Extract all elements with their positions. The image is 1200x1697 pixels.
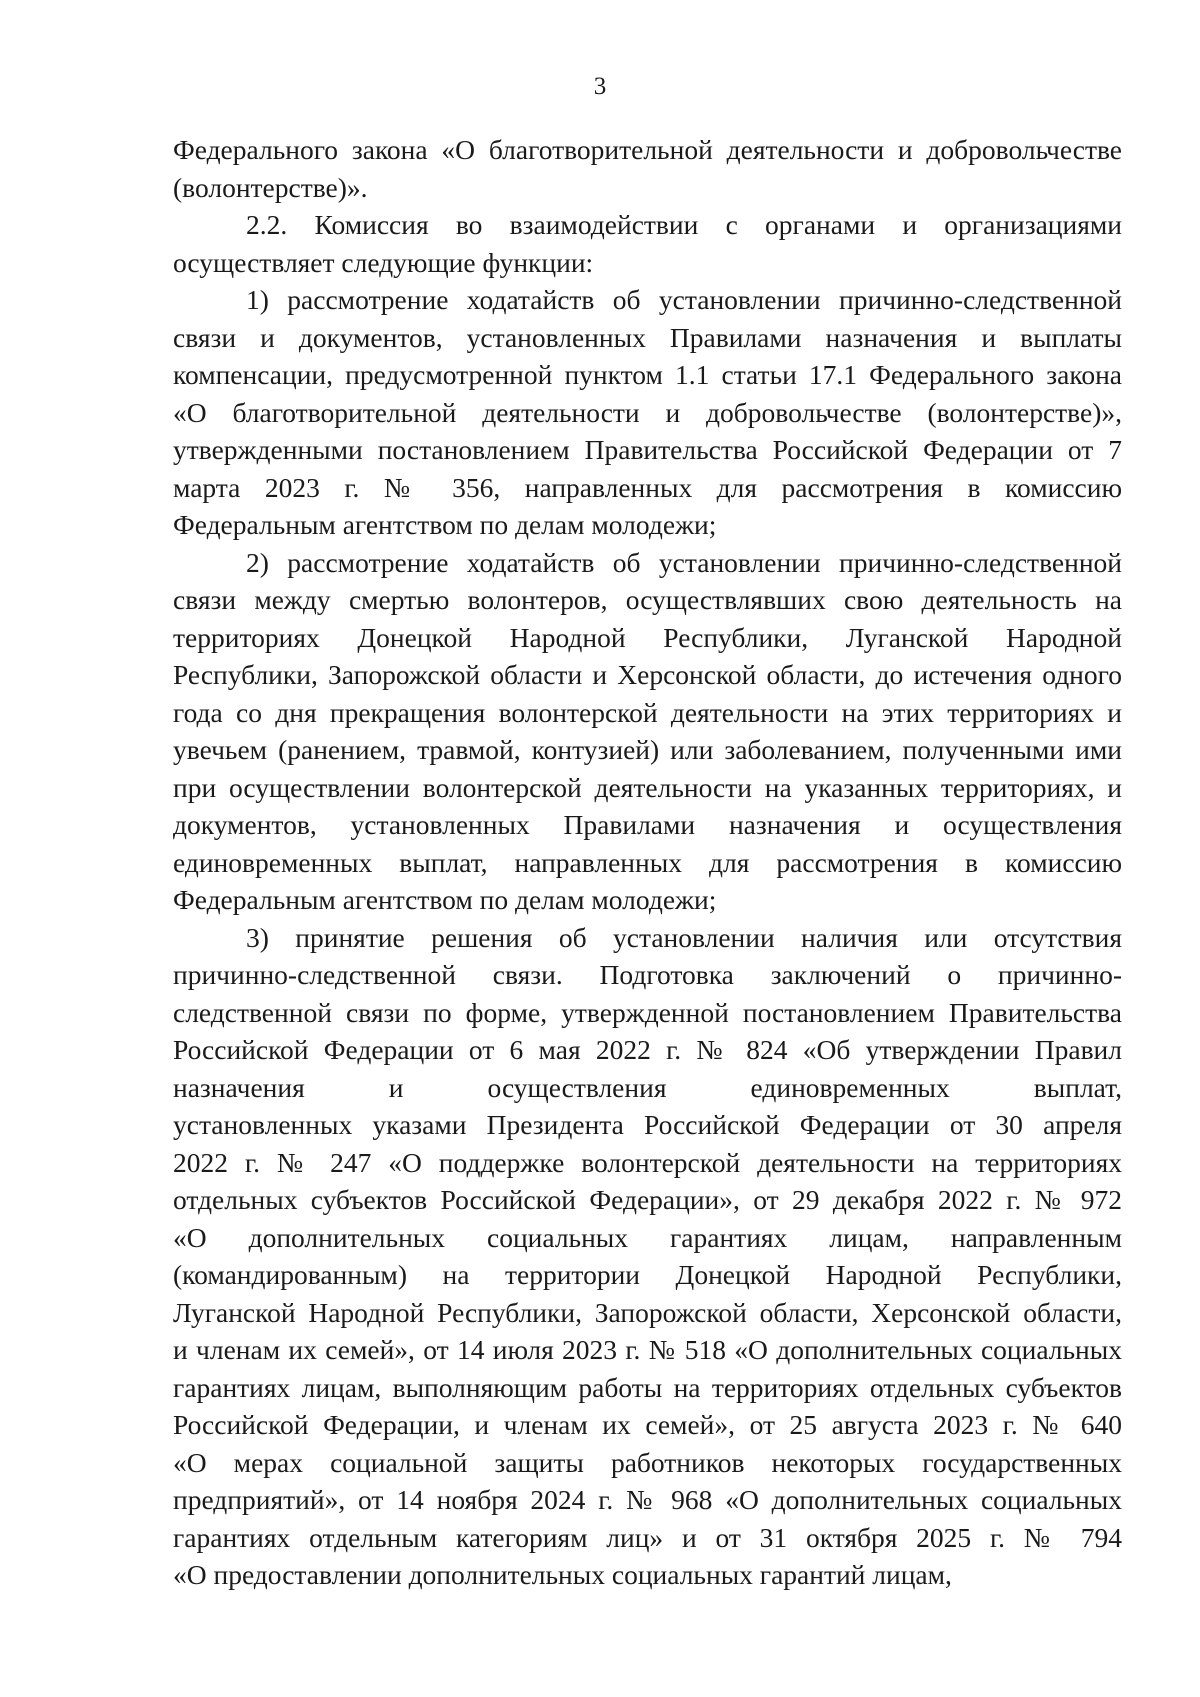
text-line: гарантиях лицам, выполняющим работы на территориях отдельных субъектов (173, 1371, 1122, 1403)
text-line: утвержденными постановлением Правительства Российской Федерации от 7 (173, 434, 1122, 465)
text-line: «О благотворительной деятельности и добровольчестве (волонтерстве)», (173, 396, 1122, 428)
text-line: причинно-следственной связи. Подготовка заключений о причинно- (173, 959, 1122, 990)
text-line: марта 2023 г. № 356, направленных для рассмотрения в комиссию (173, 471, 1122, 503)
text-line: года со дня прекращения волонтерской деятельности на этих территориях и (173, 696, 1122, 728)
text-line: компенсации, предусмотренной пунктом 1.1 статьи 17.1 Федерального закона (173, 359, 1122, 390)
text-line: единовременных выплат, направленных для рассмотрения в комиссию (173, 846, 1122, 878)
text-line: документов, установленных Правилами назначения и осуществления (173, 809, 1122, 840)
text-line: (волонтерстве)». (173, 171, 368, 203)
text-line: связи между смертью волонтеров, осуществлявших свою деятельность на (173, 584, 1122, 615)
text-line: территориях Донецкой Народной Республики, Луганской Народной (173, 621, 1122, 653)
text-line: отдельных субъектов Российской Федерации», от 29 декабря 2022 г. № 972 (173, 1184, 1122, 1215)
text-line: 3) принятие решения об установлении наличия или отсутствия (246, 921, 1122, 953)
text-line: при осуществлении волонтерской деятельности на указанных территориях, и (173, 771, 1122, 803)
text-line: предприятий», от 14 ноября 2024 г. № 968 «О дополнительных социальных (173, 1484, 1122, 1515)
paragraph-p1 (173, 206, 1122, 281)
text-line: «О предоставлении дополнительных социальных гарантий лицам, (173, 1559, 952, 1590)
text-line: установленных указами Президента Российской Федерации от 30 апреля (173, 1109, 1122, 1140)
text-line: гарантиях отдельным категориям лиц» и от 31 октября 2025 г. № 794 (173, 1521, 1122, 1553)
text-line: Российской Федерации, и членам их семей», от 25 августа 2023 г. № 640 (173, 1409, 1122, 1440)
document-body (173, 131, 1122, 1594)
text-line: (командированным) на территории Донецкой Народной Республики, (173, 1259, 1122, 1290)
text-line: «О мерах социальной защиты работников некоторых государственных (173, 1446, 1122, 1478)
text-line: 2) рассмотрение ходатайств об установлении причинно-следственной (246, 546, 1122, 578)
text-line: Луганской Народной Республики, Запорожской области, Херсонской области, (173, 1296, 1122, 1328)
text-line: связи и документов, установленных Правилами назначения и выплаты (173, 321, 1122, 353)
text-line: осуществляет следующие функции: (173, 246, 594, 278)
paragraph-p0 (173, 131, 1122, 206)
paragraph-p3 (173, 544, 1122, 919)
text-line: Республики, Запорожской области и Херсонской области, до истечения одного (173, 659, 1122, 690)
paragraph-p2 (173, 281, 1122, 544)
paragraph-p4 (173, 919, 1122, 1594)
text-line: 1) рассмотрение ходатайств об установлении причинно-следственной (246, 284, 1122, 315)
text-line: Федерального закона «О благотворительной деятельности и добровольчестве (173, 134, 1122, 165)
page-number: 3 (593, 73, 607, 100)
text-line: следственной связи по форме, утвержденной постановлением Правительства (173, 996, 1122, 1028)
text-line: 2022 г. № 247 «О поддержке волонтерской деятельности на территориях (173, 1146, 1122, 1178)
text-line: «О дополнительных социальных гарантиях лицам, направленным (173, 1221, 1122, 1253)
text-line: Федеральным агентством по делам молодежи; (173, 509, 717, 540)
text-line: 2.2. Комиссия во взаимодействии с органами и организациями (246, 209, 1122, 240)
text-line: Федеральным агентством по делам молодежи; (173, 884, 717, 915)
text-line: назначения и осуществления единовременных выплат, (173, 1071, 1122, 1103)
text-line: Российской Федерации от 6 мая 2022 г. № 824 «Об утверждении Правил (173, 1034, 1122, 1065)
text-line: и членам их семей», от 14 июля 2023 г. № 518 «О дополнительных социальных (173, 1334, 1122, 1365)
text-line: увечьем (ранением, травмой, контузией) или заболеванием, полученными ими (173, 734, 1122, 765)
